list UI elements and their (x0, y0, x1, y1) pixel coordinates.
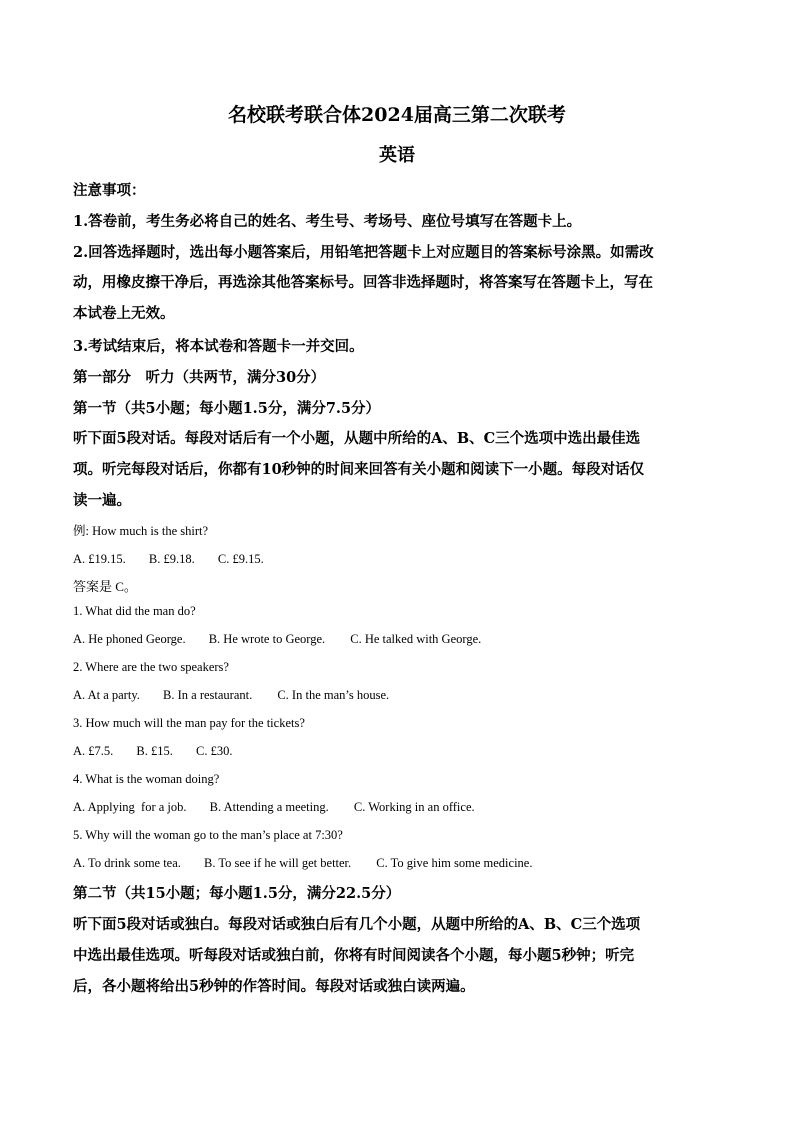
q4-option-a: A. Applying for a job. (73, 800, 187, 814)
question-2: 2. Where are the two speakers? (73, 660, 229, 674)
example-answer: 答案是 C。 (73, 579, 137, 594)
example-question: 例: How much is the shirt? (73, 524, 209, 538)
section1-instructions-line-3: 读一遍。 (73, 492, 131, 509)
section1-heading: 第一节（共5小题；每小题1.5分，满分7.5分） (73, 400, 381, 417)
q3-option-b: B. £15. (136, 744, 173, 758)
notice-item-2-line-3: 本试卷上无效。 (73, 305, 175, 322)
notice-heading: 注意事项： (73, 182, 146, 199)
q4-option-c: C. Working in an office. (353, 800, 475, 814)
question-5-options (73, 852, 723, 874)
question-2-options (73, 684, 723, 706)
q2-option-c: C. In the man’s house. (277, 688, 390, 702)
question-5: 5. Why will the woman go to the man’s place at 7:30? (73, 828, 343, 842)
example-options (73, 548, 723, 570)
exam-title: 名校联考联合体2024届高三第二次联考 (228, 104, 566, 126)
notice-item-3: 3.考试结束后，将本试卷和答题卡一并交回。 (73, 338, 364, 355)
q1-option-b: B. He wrote to George. (208, 632, 326, 646)
example-option-a: A. £19.15. (73, 552, 126, 566)
q2-option-b: B. In a restaurant. (163, 688, 253, 702)
question-3: 3. How much will the man pay for the tickets? (73, 716, 305, 730)
section1-instructions-line-1: 听下面5段对话。每段对话后有一个小题，从题中所给的A、B、C三个选项中选出最佳选 (73, 430, 641, 447)
notice-item-2-line-1: 2.回答选择题时，选出每小题答案后，用铅笔把答题卡上对应题目的答案标号涂黑。如需改 (73, 244, 654, 261)
section2-instructions-line-1: 听下面5段对话或独白。每段对话或独白后有几个小题，从题中所给的A、B、C三个选项 (73, 916, 641, 933)
section2-heading: 第二节（共15小题；每小题1.5分，满分22.5分） (73, 885, 401, 902)
question-4: 4. What is the woman doing? (73, 772, 220, 786)
q3-option-a: A. £7.5. (73, 744, 114, 758)
part1-heading: 第一部分 听力（共两节，满分30分） (73, 369, 326, 386)
q4-option-b: B. Attending a meeting. (209, 800, 329, 814)
q3-option-c: C. £30. (196, 744, 233, 758)
section2-instructions-line-2: 中选出最佳选项。听每段对话或独白前，你将有时间阅读各个小题，每小题5秒钟；听完 (73, 947, 635, 964)
q5-option-b: B. To see if he will get better. (204, 856, 352, 870)
section2-instructions-line-3: 后，各小题将给出5秒钟的作答时间。每段对话或独白读两遍。 (73, 978, 475, 995)
q5-option-c: C. To give him some medicine. (376, 856, 533, 870)
section1-instructions-line-2: 项。听完每段对话后，你都有10秒钟的时间来回答有关小题和阅读下一小题。每段对话仅 (73, 461, 645, 478)
example-option-c: C. £9.15. (217, 552, 264, 566)
q1-option-c: C. He talked with George. (350, 632, 482, 646)
question-3-options (73, 740, 723, 762)
example-option-b: B. £9.18. (148, 552, 195, 566)
question-4-options (73, 796, 723, 818)
notice-item-2-line-2: 动，用橡皮擦干净后，再选涂其他答案标号。回答非选择题时，将答案写在答题卡上，写在 (73, 274, 653, 291)
q1-option-a: A. He phoned George. (73, 632, 186, 646)
subject-title: 英语 (379, 145, 415, 166)
q5-option-a: A. To drink some tea. (73, 856, 181, 870)
question-1-options (73, 628, 723, 650)
q2-option-a: A. At a party. (73, 688, 140, 702)
question-1: 1. What did the man do? (73, 604, 196, 618)
notice-item-1: 1.答卷前，考生务必将自己的姓名、考生号、考场号、座位号填写在答题卡上。 (73, 213, 582, 230)
